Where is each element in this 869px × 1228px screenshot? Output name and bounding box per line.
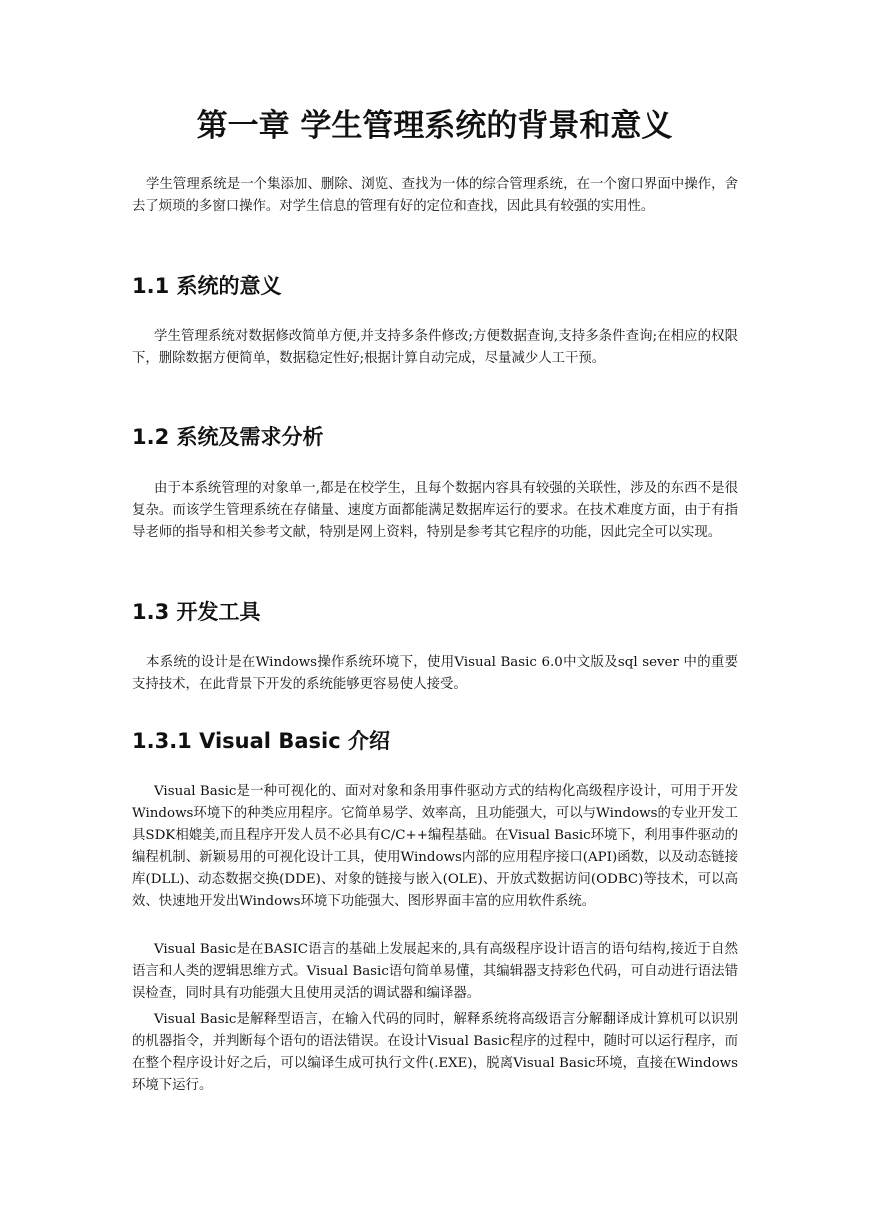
section-1-3-1-paragraph-1: Visual Basic是一种可视化的、面对对象和条用事件驱动方式的结构化高级程序设计，可用于开发Windows环境下的种类应用程序。它简单易学、效率高，且功能强大，可以与Windows的专业开发工具SDK相媲美,而且程序开发人员不必具有C/C++编程基础。在Visual Basic环境下，利用事件驱动的编程机制、新颖易用的可视化设计工具，使用Windows内部的应用程序接口(API)函数，以及动态链接库(DLL)、动态数据交换(DDE)、对象的链接与嵌入(OLE)、开放式数据访问(ODBC)等技术，可以高效、快速地开发出Windows环境下功能强大、图形界面丰富的应用软件系统。	[132, 784, 738, 909]
intro-paragraph: 学生管理系统是一个集添加、删除、浏览、查找为一体的综合管理系统，在一个窗口界面中操作，舍去了烦琐的多窗口操作。对学生信息的管理有好的定位和查找，因此具有较强的实用性。	[132, 177, 738, 214]
section-1-3-1-paragraph-2: Visual Basic是在BASIC语言的基础上发展起来的,具有高级程序设计语言的语句结构,接近于自然语言和人类的逻辑思维方式。Visual Basic语句简单易懂，其编辑器支持彩色代码，可自动进行语法错误检查，同时具有功能强大且使用灵活的调试器和编译器。	[132, 942, 738, 1001]
chapter-title: 第一章 学生管理系统的背景和意义	[196, 108, 673, 144]
section-heading-1-2: 1.2 系统及需求分析	[132, 425, 324, 449]
section-1-2-paragraph: 由于本系统管理的对象单一,都是在校学生，且每个数据内容具有较强的关联性，涉及的东西不是很复杂。而该学生管理系统在存储量、速度方面都能满足数据库运行的要求。在技术难度方面，由于有指导老师的指导和相关参考文献，特别是网上资料，特别是参考其它程序的功能，因此完全可以实现。	[132, 481, 738, 540]
section-heading-1-3: 1.3 开发工具	[132, 600, 261, 624]
section-heading-1-1: 1.1 系统的意义	[132, 274, 282, 298]
section-1-3-1-paragraph-3: Visual Basic是解释型语言，在输入代码的同时，解释系统将高级语言分解翻译成计算机可以识别的机器指令，并判断每个语句的语法错误。在设计Visual Basic程序的过程中，随时可以运行程序，而在整个程序设计好之后，可以编译生成可执行文件(.EXE)，脱离Visual Basic环境，直接在Windows环境下运行。	[132, 1012, 738, 1093]
section-heading-1-3-1: 1.3.1 Visual Basic 介绍	[132, 729, 390, 753]
section-1-1-paragraph: 学生管理系统对数据修改简单方便,并支持多条件修改;方便数据查询,支持多条件查询;在相应的权限下，删除数据方便简单，数据稳定性好;根据计算自动完成，尽量减少人工干预。	[132, 329, 738, 366]
section-1-3-paragraph: 本系统的设计是在Windows操作系统环境下，使用Visual Basic 6.0中文版及sql sever 中的重要支持技术，在此背景下开发的系统能够更容易使人接受。	[132, 655, 738, 692]
